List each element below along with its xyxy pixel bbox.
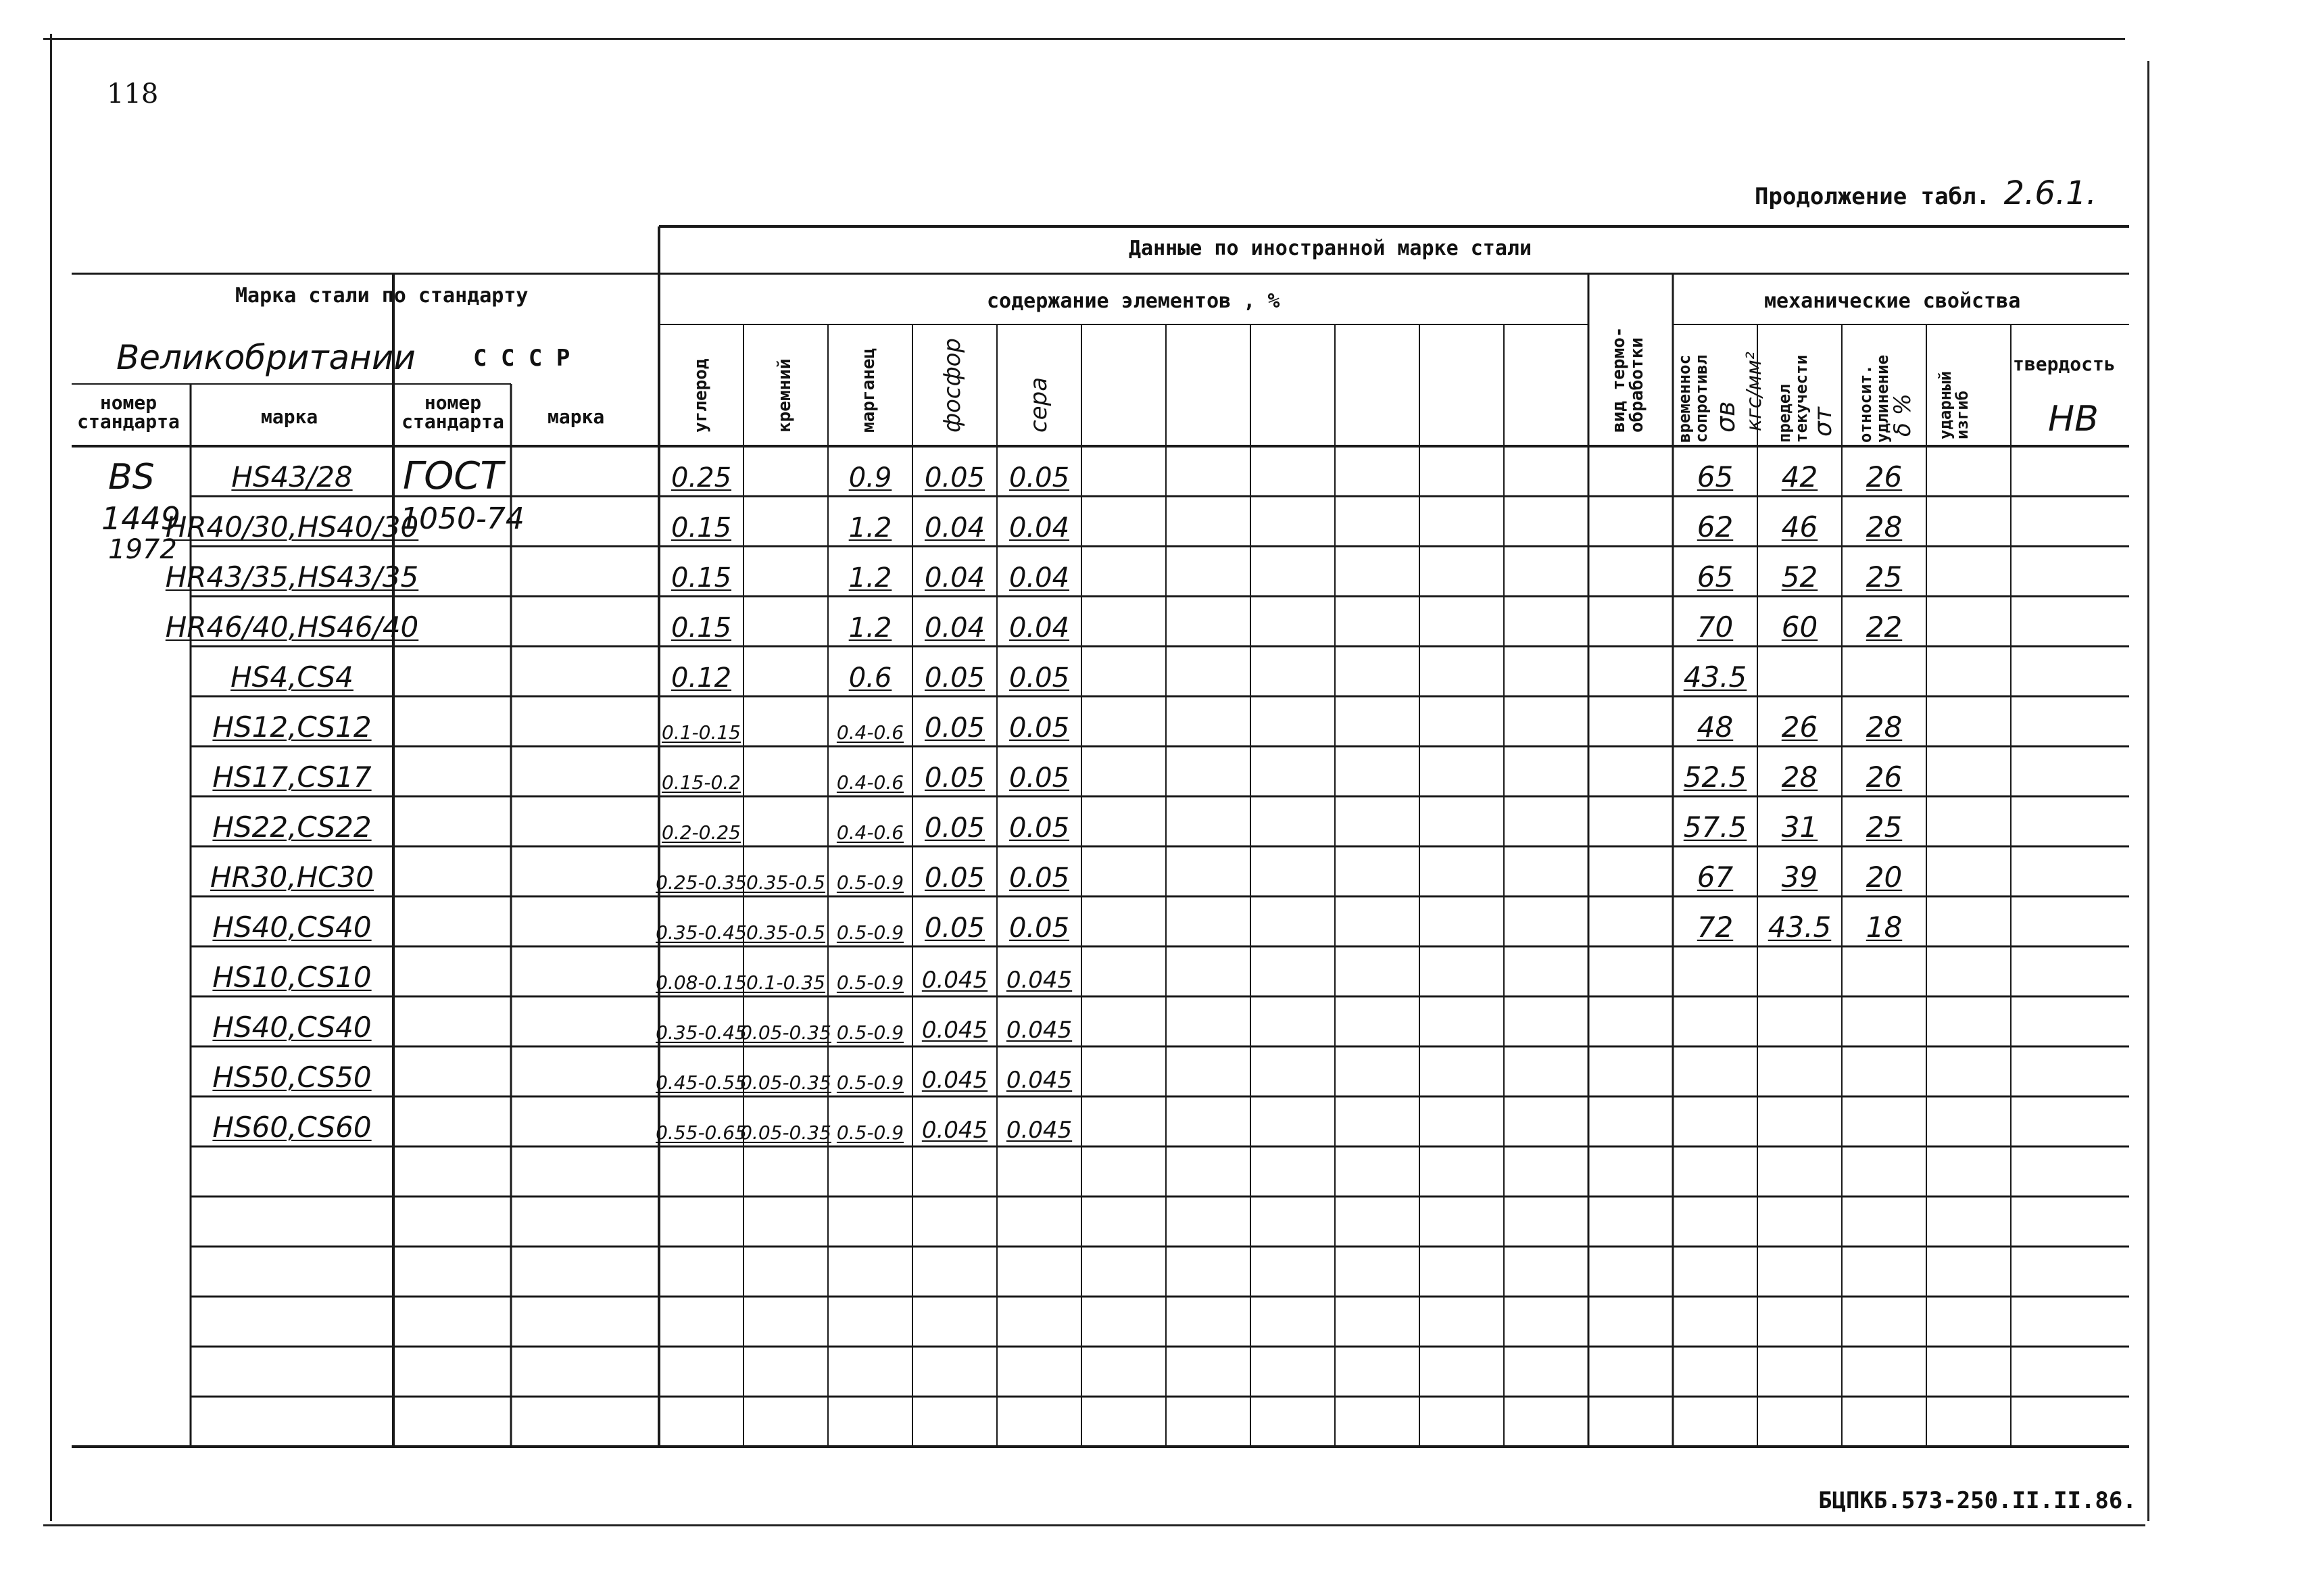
table-reference: 2.6.1. [2003,174,2097,212]
p-cell [912,1050,997,1094]
yield-cell-value: 39 [1781,861,1818,894]
s-cell-value: 0.045 [1006,1117,1073,1144]
yield-cell [1757,650,1842,694]
yield-cell-value: 60 [1781,610,1818,644]
tensile-cell [1673,500,1757,543]
grade-cell-value: HS10,CS10 [212,961,372,994]
yield-cell [1757,850,1842,894]
p-cell [912,750,997,794]
yield-cell [1757,450,1842,493]
tensile-cell-value: 65 [1697,460,1734,493]
elongation-cell [1842,1050,1926,1094]
mn-cell [828,450,912,493]
p-cell-value: 0.05 [924,662,985,694]
tensile-cell-value: 57.5 [1683,811,1747,844]
p-cell-value: 0.04 [924,512,985,543]
yield-cell [1757,1050,1842,1094]
elongation-symbol: δ % [1889,393,1916,437]
si-cell [744,500,828,543]
tensile-cell-value: 62 [1697,510,1734,543]
gost-number: 1050-74 [400,502,525,536]
tensile-cell [1673,1050,1757,1094]
s-cell-value: 0.05 [1008,763,1070,794]
si-cell [744,800,828,844]
mn-cell-value: 0.5-0.9 [836,971,904,994]
grade-cell [191,1050,393,1094]
mn-cell-value: 0.5-0.9 [836,921,904,944]
element-content-header: содержание элементов , % [987,289,1280,313]
c-cell [659,600,744,644]
c-cell [659,550,744,594]
s-cell [997,500,1081,543]
c-cell-value: 0.25-0.35 [656,871,747,894]
s-cell [997,900,1081,944]
grade-cell [165,500,419,543]
yield-cell [1757,1101,1842,1144]
mn-cell [828,1101,912,1144]
elongation-cell [1842,600,1926,644]
c-cell [659,700,744,744]
grade-cell [191,650,393,694]
c-cell [656,1101,747,1144]
yield-cell [1757,800,1842,844]
p-cell-value: 0.05 [924,913,985,944]
tensile-cell-value: 72 [1697,911,1734,944]
c-cell [656,900,747,944]
grade-cell [191,1101,393,1144]
mn-cell-value: 1.2 [848,512,892,543]
mn-cell-value: 1.2 [848,612,892,644]
s-cell-value: 0.04 [1008,562,1070,594]
si-cell [744,650,828,694]
grade-cell-value: HS22,CS22 [212,811,372,844]
grade-cell-value: HR43/35,HS43/35 [165,560,419,594]
p-cell-value: 0.05 [924,462,985,493]
elongation-cell-value: 28 [1866,510,1903,543]
p-cell-value: 0.05 [924,863,985,894]
mn-cell-value: 1.2 [848,562,892,594]
elongation-cell [1842,700,1926,744]
si-cell-value: 0.05-0.35 [740,1071,831,1094]
elongation-cell [1842,750,1926,794]
yield-cell [1757,600,1842,644]
elongation-cell-value: 25 [1866,560,1903,594]
tensile-cell [1673,950,1757,994]
si-cell [744,950,828,994]
s-cell [997,850,1081,894]
c-cell-value: 0.45-0.55 [656,1071,747,1094]
grade-cell [165,600,419,644]
yield-cell [1757,750,1842,794]
grade-cell-value: HS40,CS40 [212,1011,372,1044]
tensile-unit: кгс/мм² [1743,352,1766,431]
yield-cell-value: 43.5 [1768,911,1832,944]
p-cell [912,650,997,694]
mn-cell [828,500,912,543]
grade-cell-value: HR46/40,HS46/40 [165,610,419,644]
phosphorus-header: фосфор [939,337,966,433]
grade-cell-value: HS12,CS12 [212,710,372,744]
p-cell-value: 0.045 [921,1117,988,1144]
si-cell [740,1050,831,1094]
p-cell [912,950,997,994]
grade-cell [191,700,393,744]
tensile-cell-value: 70 [1697,610,1734,644]
tensile-cell-value: 48 [1697,710,1734,744]
c-cell [656,1050,747,1094]
grade-cell [191,450,393,493]
s-cell-value: 0.05 [1008,662,1070,694]
yield-cell-value: 28 [1781,760,1818,794]
yield-cell [1757,500,1842,543]
mn-cell [828,950,912,994]
gb-standard-number: 1449 [101,500,181,537]
p-cell [912,850,997,894]
s-cell [997,700,1081,744]
si-cell-value: 0.05-0.35 [740,1021,831,1044]
grade-cell-value: HS50,CS50 [212,1061,372,1094]
manganese-header: марганец [858,347,879,433]
s-cell [997,950,1081,994]
tensile-cell [1673,850,1757,894]
elongation-cell [1842,550,1926,594]
si-cell [744,600,828,644]
c-cell-value: 0.08-0.15 [656,971,747,994]
tensile-cell [1673,1000,1757,1044]
si-cell [744,550,828,594]
s-cell [997,1050,1081,1094]
c-cell-value: 0.15 [671,562,732,594]
mn-cell [828,900,912,944]
yield-cell-value: 52 [1781,560,1818,594]
continuation-text: Продолжение табл. [1755,183,1990,210]
steel-grade-by-standard-header: Марка стали по стандарту [235,284,529,308]
p-cell [912,600,997,644]
c-cell [656,1000,747,1044]
mn-cell-value: 0.5-0.9 [836,871,904,894]
gb-standard-prefix: BS [108,457,155,498]
impact-bend-header: ударный изгиб [1936,370,1972,439]
si-cell-value: 0.05-0.35 [740,1121,831,1144]
gb-grade-header: марка [261,406,318,428]
ussr-standard-number-header: номер стандарта [401,391,504,433]
grade-cell-value: HS60,CS60 [212,1111,372,1144]
mn-cell [828,700,912,744]
mn-cell-value: 0.4-0.6 [836,721,904,744]
elongation-header: относит. удлинение [1856,354,1892,443]
hardness-header: твердость [2013,353,2116,375]
p-cell [912,900,997,944]
s-cell [997,450,1081,493]
s-cell-value: 0.045 [1006,1067,1073,1094]
elongation-cell [1842,800,1926,844]
mn-cell [828,550,912,594]
mn-cell [828,850,912,894]
p-cell-value: 0.05 [924,712,985,744]
tensile-symbol: σв [1711,401,1740,433]
si-cell [744,450,828,493]
elongation-cell-value: 28 [1866,710,1903,744]
grade-cell-value: HR40/30,HS40/30 [165,510,419,543]
c-cell [659,650,744,694]
yield-cell [1757,950,1842,994]
s-cell [997,1000,1081,1044]
p-cell-value: 0.04 [924,612,985,644]
grade-cell [191,800,393,844]
c-cell [656,950,747,994]
yield-strength-header: предел текучести [1775,354,1811,443]
elongation-cell [1842,850,1926,894]
p-cell-value: 0.045 [921,1067,988,1094]
document-code: БЦПКБ.573-250.II.II.86. [1818,1487,2137,1514]
c-cell [659,450,744,493]
c-cell-value: 0.12 [671,662,732,694]
tensile-cell [1673,750,1757,794]
mn-cell-value: 0.5-0.9 [836,1021,904,1044]
elongation-cell [1842,950,1926,994]
grade-cell-value: HS43/28 [231,460,353,493]
elongation-cell [1842,450,1926,493]
mn-cell [828,750,912,794]
mn-cell-value: 0.4-0.6 [836,771,904,794]
grade-cell-value: HR30,HC30 [210,861,374,894]
si-cell-value: 0.35-0.5 [746,921,825,944]
p-cell-value: 0.05 [924,763,985,794]
c-cell-value: 0.35-0.45 [656,921,747,944]
mn-cell [828,800,912,844]
great-britain-header: Великобритании [116,338,416,377]
p-cell-value: 0.04 [924,562,985,594]
p-cell-value: 0.045 [921,967,988,994]
c-cell [659,500,744,543]
p-cell [912,500,997,543]
c-cell-value: 0.35-0.45 [656,1021,747,1044]
grade-cell [165,550,419,594]
hardness-unit: HB [2048,399,2099,439]
tensile-cell [1673,600,1757,644]
si-cell [744,750,828,794]
yield-cell [1757,1000,1842,1044]
yield-symbol: σт [1809,407,1837,437]
si-cell [744,700,828,744]
tensile-cell-value: 43.5 [1683,660,1747,694]
mn-cell [828,1050,912,1094]
s-cell [997,650,1081,694]
si-cell-value: 0.1-0.35 [746,971,825,994]
grade-cell-value: HS4,CS4 [230,660,354,694]
tensile-strength-header: временнос сопротивл [1675,354,1711,443]
tensile-cell [1673,1101,1757,1144]
elongation-cell [1842,650,1926,694]
tensile-cell [1673,450,1757,493]
p-cell-value: 0.045 [921,1017,988,1044]
mn-cell [828,1000,912,1044]
si-cell [744,900,828,944]
tensile-cell [1673,800,1757,844]
tensile-cell [1673,900,1757,944]
mn-cell [828,650,912,694]
s-cell [997,800,1081,844]
p-cell [912,550,997,594]
ussr-header: С С С Р [473,345,570,372]
yield-cell [1757,550,1842,594]
tensile-cell-value: 65 [1697,560,1734,594]
p-cell [912,450,997,493]
s-cell-value: 0.04 [1008,512,1070,543]
grade-cell-value: HS40,CS40 [212,911,372,944]
yield-cell-value: 46 [1781,510,1818,543]
c-cell-value: 0.1-0.15 [662,721,741,744]
foreign-data-header: Данные по иностранной марке стали [1129,237,1532,260]
si-cell [744,850,828,894]
c-cell [656,850,747,894]
elongation-cell [1842,1101,1926,1144]
elongation-cell [1842,1000,1926,1044]
s-cell-value: 0.05 [1008,712,1070,744]
grade-cell [191,850,393,894]
ussr-grade-header: марка [547,406,605,428]
p-cell [912,1101,997,1144]
mn-cell-value: 0.5-0.9 [836,1121,904,1144]
c-cell-value: 0.15 [671,512,732,543]
c-cell-value: 0.2-0.25 [662,821,741,844]
grade-cell-value: HS17,CS17 [212,760,372,794]
p-cell-value: 0.05 [924,813,985,844]
heat-treatment-header: вид термо- обработки [1609,327,1647,433]
s-cell-value: 0.05 [1008,863,1070,894]
s-cell-value: 0.045 [1006,967,1073,994]
yield-cell-value: 31 [1781,811,1818,844]
s-cell [997,550,1081,594]
elongation-cell-value: 26 [1866,460,1903,493]
yield-cell [1757,700,1842,744]
grade-cell [191,1000,393,1044]
mn-cell-value: 0.4-0.6 [836,821,904,844]
yield-cell-value: 26 [1781,710,1818,744]
gost-label: ГОСТ [403,454,504,498]
gb-standard-year: 1972 [108,534,177,565]
tensile-cell-value: 67 [1697,861,1734,894]
s-cell-value: 0.05 [1008,813,1070,844]
elongation-cell [1842,500,1926,543]
elongation-cell-value: 25 [1866,811,1903,844]
grade-cell [191,750,393,794]
elongation-cell-value: 22 [1866,610,1903,644]
c-cell-value: 0.25 [671,462,732,493]
mechanical-properties-header: механические свойства [1764,289,2021,313]
s-cell [997,600,1081,644]
elongation-cell-value: 26 [1866,760,1903,794]
p-cell [912,800,997,844]
mn-cell-value: 0.5-0.9 [836,1071,904,1094]
tensile-cell [1673,700,1757,744]
sulfur-header: сера [1025,377,1052,433]
p-cell [912,1000,997,1044]
si-cell [740,1000,831,1044]
si-cell [740,1101,831,1144]
tensile-cell [1673,550,1757,594]
grade-cell [191,900,393,944]
s-cell-value: 0.045 [1006,1017,1073,1044]
c-cell [659,750,744,794]
s-cell-value: 0.05 [1008,913,1070,944]
grade-cell [191,950,393,994]
page-number: 118 [107,78,159,110]
c-cell-value: 0.55-0.65 [656,1121,747,1144]
yield-cell [1757,900,1842,944]
c-cell [659,800,744,844]
carbon-header: углерод [691,358,711,433]
mn-cell-value: 0.9 [848,462,892,493]
tensile-cell [1673,650,1757,694]
elongation-cell-value: 18 [1866,911,1903,944]
mn-cell [828,600,912,644]
p-cell [912,700,997,744]
mn-cell-value: 0.6 [848,662,892,694]
elongation-cell-value: 20 [1866,861,1903,894]
gb-standard-number-header: номер стандарта [77,391,180,433]
si-cell-value: 0.35-0.5 [746,871,825,894]
tensile-cell-value: 52.5 [1683,760,1747,794]
c-cell-value: 0.15-0.2 [662,771,741,794]
s-cell [997,1101,1081,1144]
s-cell [997,750,1081,794]
c-cell-value: 0.15 [671,612,732,644]
s-cell-value: 0.04 [1008,612,1070,644]
yield-cell-value: 42 [1781,460,1818,493]
silicon-header: кремний [775,358,795,433]
elongation-cell [1842,900,1926,944]
s-cell-value: 0.05 [1008,462,1070,493]
